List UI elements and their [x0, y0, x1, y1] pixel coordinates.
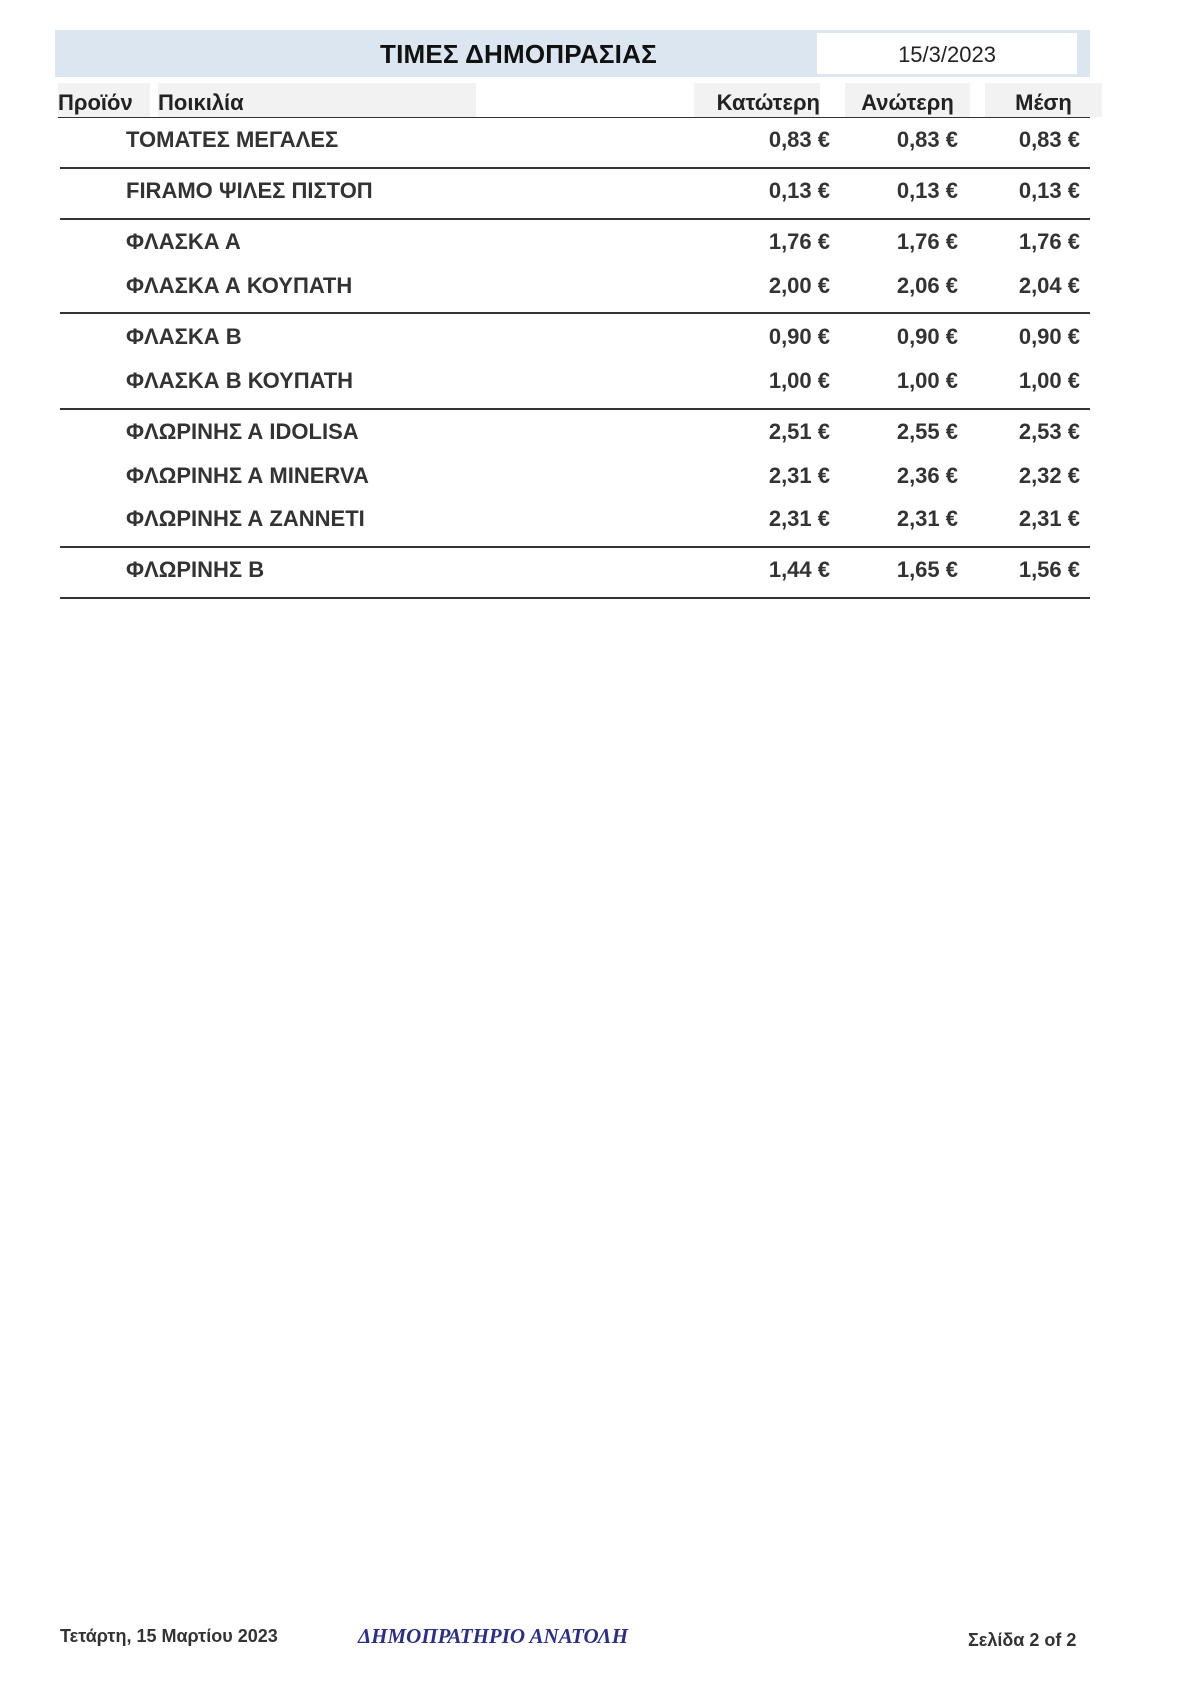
avg-price-cell: 2,31 €: [1018, 506, 1080, 531]
high-price-cell: 2,55 €: [896, 419, 958, 444]
footer-page-number: Σελίδα 2 of 2: [968, 1630, 1077, 1650]
column-header-low-label: Κατώτερη: [716, 90, 820, 115]
variety-cell: FIRAMO ΨΙΛΕΣ ΠΙΣΤΟΠ: [126, 178, 373, 203]
avg-price-cell: 1,56 €: [1018, 557, 1080, 582]
table-row: [60, 171, 1090, 211]
variety-cell: ΦΛΩΡΙΝΗΣ Α IDOLISA: [126, 419, 359, 444]
table-row: [60, 361, 1090, 401]
table-row: [60, 412, 1090, 452]
variety-cell: ΦΛΑΣΚΑ Α ΚΟΥΠΑΤΗ: [126, 273, 353, 298]
report-title: ΤΙΜΕΣ ΔΗΜΟΠΡΑΣΙΑΣ: [380, 39, 657, 69]
low-price-cell: 1,44 €: [768, 557, 830, 582]
high-price-cell: 2,31 €: [896, 506, 958, 531]
avg-price-cell: 1,76 €: [1018, 229, 1080, 254]
column-header-avg-label: Μέση: [1015, 90, 1072, 115]
low-price-cell: 2,51 €: [768, 419, 830, 444]
column-header-high: [845, 83, 970, 117]
variety-cell: ΤΟΜΑΤΕΣ ΜΕΓΑΛΕΣ: [126, 127, 339, 152]
column-header-variety: [158, 83, 476, 117]
column-header-product: [58, 83, 150, 117]
variety-cell: ΦΛΩΡΙΝΗΣ Α MINERVA: [126, 463, 369, 488]
report-date: 15/3/2023: [817, 33, 1077, 74]
high-price-cell: 0,13 €: [896, 178, 958, 203]
variety-cell: ΦΛΩΡΙΝΗΣ Β: [126, 557, 265, 582]
avg-price-cell: 2,53 €: [1018, 419, 1080, 444]
high-price-cell: 0,90 €: [896, 324, 958, 349]
table-row: [60, 317, 1090, 357]
variety-cell: ΦΛΑΣΚΑ Β ΚΟΥΠΑΤΗ: [126, 368, 354, 393]
avg-price-cell: 2,04 €: [1018, 273, 1080, 298]
table-row: [60, 456, 1090, 496]
column-header-high-label: Ανώτερη: [861, 90, 954, 115]
group-divider: [60, 167, 1090, 169]
avg-price-cell: 0,90 €: [1018, 324, 1080, 349]
low-price-cell: 2,31 €: [768, 463, 830, 488]
table-row: [60, 499, 1090, 539]
table-bottom-divider: [60, 597, 1090, 599]
high-price-cell: 1,00 €: [896, 368, 958, 393]
column-header-product-label: Προϊόν: [58, 90, 133, 115]
column-header-variety-label: Ποικιλία: [158, 90, 244, 115]
high-price-cell: 1,65 €: [896, 557, 958, 582]
low-price-cell: 2,00 €: [768, 273, 830, 298]
low-price-cell: 0,13 €: [768, 178, 830, 203]
variety-cell: ΦΛΑΣΚΑ Β: [126, 324, 242, 349]
low-price-cell: 1,00 €: [768, 368, 830, 393]
group-divider: [60, 546, 1090, 548]
footer-date: Τετάρτη, 15 Μαρτίου 2023: [60, 1626, 278, 1646]
low-price-cell: 0,83 €: [768, 127, 830, 152]
variety-cell: ΦΛΑΣΚΑ Α: [126, 229, 241, 254]
group-divider: [60, 218, 1090, 220]
footer-market-name: ΔΗΜΟΠΡΑΤΗΡΙΟ ΑΝΑΤΟΛΗ: [358, 1624, 629, 1648]
low-price-cell: 1,76 €: [768, 229, 830, 254]
high-price-cell: 2,06 €: [896, 273, 958, 298]
column-header-low: [694, 83, 820, 117]
high-price-cell: 2,36 €: [896, 463, 958, 488]
avg-price-cell: 2,32 €: [1018, 463, 1080, 488]
table-row: [60, 222, 1090, 262]
table-row: [60, 120, 1090, 160]
high-price-cell: 1,76 €: [896, 229, 958, 254]
table-row: [60, 266, 1090, 306]
group-divider: [60, 408, 1090, 410]
low-price-cell: 2,31 €: [768, 506, 830, 531]
table-row: [60, 550, 1090, 590]
avg-price-cell: 0,83 €: [1018, 127, 1080, 152]
group-divider: [60, 312, 1090, 314]
report-title-band: [55, 30, 1090, 77]
variety-cell: ΦΛΩΡΙΝΗΣ Α ZANNETI: [126, 506, 365, 531]
low-price-cell: 0,90 €: [768, 324, 830, 349]
avg-price-cell: 0,13 €: [1018, 178, 1080, 203]
header-divider: [58, 117, 1090, 118]
column-header-avg: [985, 83, 1102, 117]
high-price-cell: 0,83 €: [896, 127, 958, 152]
avg-price-cell: 1,00 €: [1018, 368, 1080, 393]
